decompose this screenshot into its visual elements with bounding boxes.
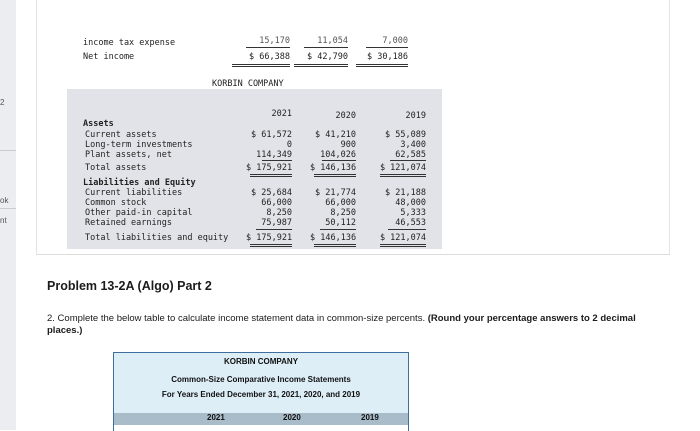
income-tax-label: income tax expense — [83, 38, 176, 48]
bs-cell: $ 41,210 — [315, 130, 356, 140]
net-income-2019: $ 30,186 — [367, 52, 408, 62]
table-year-2019: 2019 — [361, 413, 379, 422]
net-income-label: Net income — [83, 52, 135, 62]
rule — [314, 244, 356, 245]
nav-item-label[interactable]: nt — [0, 216, 7, 225]
bs-cell: 48,000 — [395, 198, 426, 208]
bs-row-label: Total liabilities and equity — [85, 233, 229, 243]
rule — [320, 229, 356, 230]
bs-cell: $ 146,136 — [310, 233, 357, 243]
bs-row-label: Common stock — [85, 198, 147, 208]
bs-cell: 50,112 — [325, 218, 356, 228]
table-company: KORBIN COMPANY — [223, 357, 299, 366]
net-income-2020: $ 42,790 — [307, 52, 348, 62]
table-period: For Years Ended December 31, 2021, 2020, and 2019 — [161, 390, 361, 399]
bs-row-label: Retained earnings — [85, 218, 172, 228]
rule — [256, 229, 292, 230]
net-income-2021: $ 66,388 — [249, 52, 290, 62]
rule — [380, 174, 426, 175]
bs-cell: 900 — [340, 140, 356, 150]
bs-cell: $ 146,136 — [310, 163, 357, 173]
bs-cell: $ 55,089 — [385, 130, 426, 140]
rule — [380, 176, 426, 177]
rule — [356, 64, 408, 65]
bs-row-label: Plant assets, net — [85, 150, 172, 160]
bs-cell: $ 121,074 — [379, 163, 426, 173]
bs-year-2019: 2019 — [405, 111, 426, 121]
rule — [366, 47, 408, 48]
rule — [294, 66, 348, 67]
left-nav-strip — [0, 0, 16, 430]
bs-cell: $ 175,921 — [246, 163, 293, 173]
bs-row-label: Current liabilities — [85, 188, 183, 198]
problem-title: Problem 13-2A (Algo) Part 2 — [47, 279, 212, 293]
rule — [250, 246, 292, 247]
rule — [246, 47, 290, 48]
table-year-2020: 2020 — [283, 413, 301, 422]
rule — [314, 176, 356, 177]
assets-header: Assets — [83, 119, 114, 129]
table-title: Common-Size Comparative Income Statements — [171, 375, 351, 384]
bs-cell: 114,349 — [256, 150, 292, 160]
rule — [250, 176, 292, 177]
rule — [250, 174, 292, 175]
bs-cell: 104,026 — [320, 150, 356, 160]
bs-cell: $ 21,188 — [385, 188, 426, 198]
bs-cell: 3,400 — [400, 140, 426, 150]
rule — [304, 47, 348, 48]
bs-row-label: Current assets — [85, 130, 157, 140]
rule — [356, 66, 408, 67]
rule — [314, 174, 356, 175]
instruction-text: 2. Complete the below table to calculate income statement data in common-size percents. — [47, 313, 426, 324]
rule — [380, 246, 426, 247]
rule — [250, 244, 292, 245]
nav-divider — [0, 150, 16, 151]
bs-year-2021: 2021 — [271, 109, 292, 119]
bs-cell: $ 121,074 — [379, 233, 426, 243]
rule — [388, 229, 426, 230]
nav-divider — [0, 208, 16, 209]
bs-row-label: Other paid-in capital — [85, 208, 193, 218]
bs-cell: $ 25,684 — [251, 188, 292, 198]
bs-cell: 8,250 — [266, 208, 292, 218]
rule — [232, 66, 290, 67]
instruction-emphasis: (Round your percentage answers to 2 decimal places.) — [47, 313, 636, 336]
income-tax-2021: 15,170 — [259, 36, 290, 46]
bs-row-label: Long-term investments — [85, 140, 193, 150]
rule — [294, 64, 348, 65]
liabilities-header: Liabilities and Equity — [83, 178, 196, 188]
common-size-table — [113, 352, 409, 431]
income-tax-2019: 7,000 — [382, 36, 408, 46]
nav-item-label[interactable]: ok — [0, 196, 9, 205]
bs-cell: 75,987 — [261, 218, 292, 228]
table-row — [114, 425, 408, 431]
bs-cell: 5,333 — [400, 208, 426, 218]
bs-cell: $ 21,774 — [315, 188, 356, 198]
rule — [390, 160, 426, 161]
bs-cell: 0 — [286, 140, 292, 150]
problem-instruction — [47, 313, 667, 337]
rule — [262, 160, 292, 161]
rule — [380, 244, 426, 245]
bs-year-2020: 2020 — [335, 111, 356, 121]
rule — [232, 64, 290, 65]
bs-cell: 8,250 — [330, 208, 356, 218]
bs-cell: 46,553 — [395, 218, 426, 228]
bs-cell: 66,000 — [325, 198, 356, 208]
bs-cell: $ 175,921 — [246, 233, 293, 243]
table-year-2021: 2021 — [207, 413, 225, 422]
rule — [314, 246, 356, 247]
bs-row-label: Total assets — [85, 163, 147, 173]
bs-company: KORBIN COMPANY — [212, 79, 284, 89]
bs-cell: 66,000 — [261, 198, 292, 208]
bs-cell: 62,585 — [395, 150, 426, 160]
income-tax-2020: 11,054 — [317, 36, 348, 46]
bs-cell: $ 61,572 — [251, 130, 292, 140]
rule — [322, 160, 356, 161]
nav-item-label[interactable]: 2 — [0, 98, 5, 107]
